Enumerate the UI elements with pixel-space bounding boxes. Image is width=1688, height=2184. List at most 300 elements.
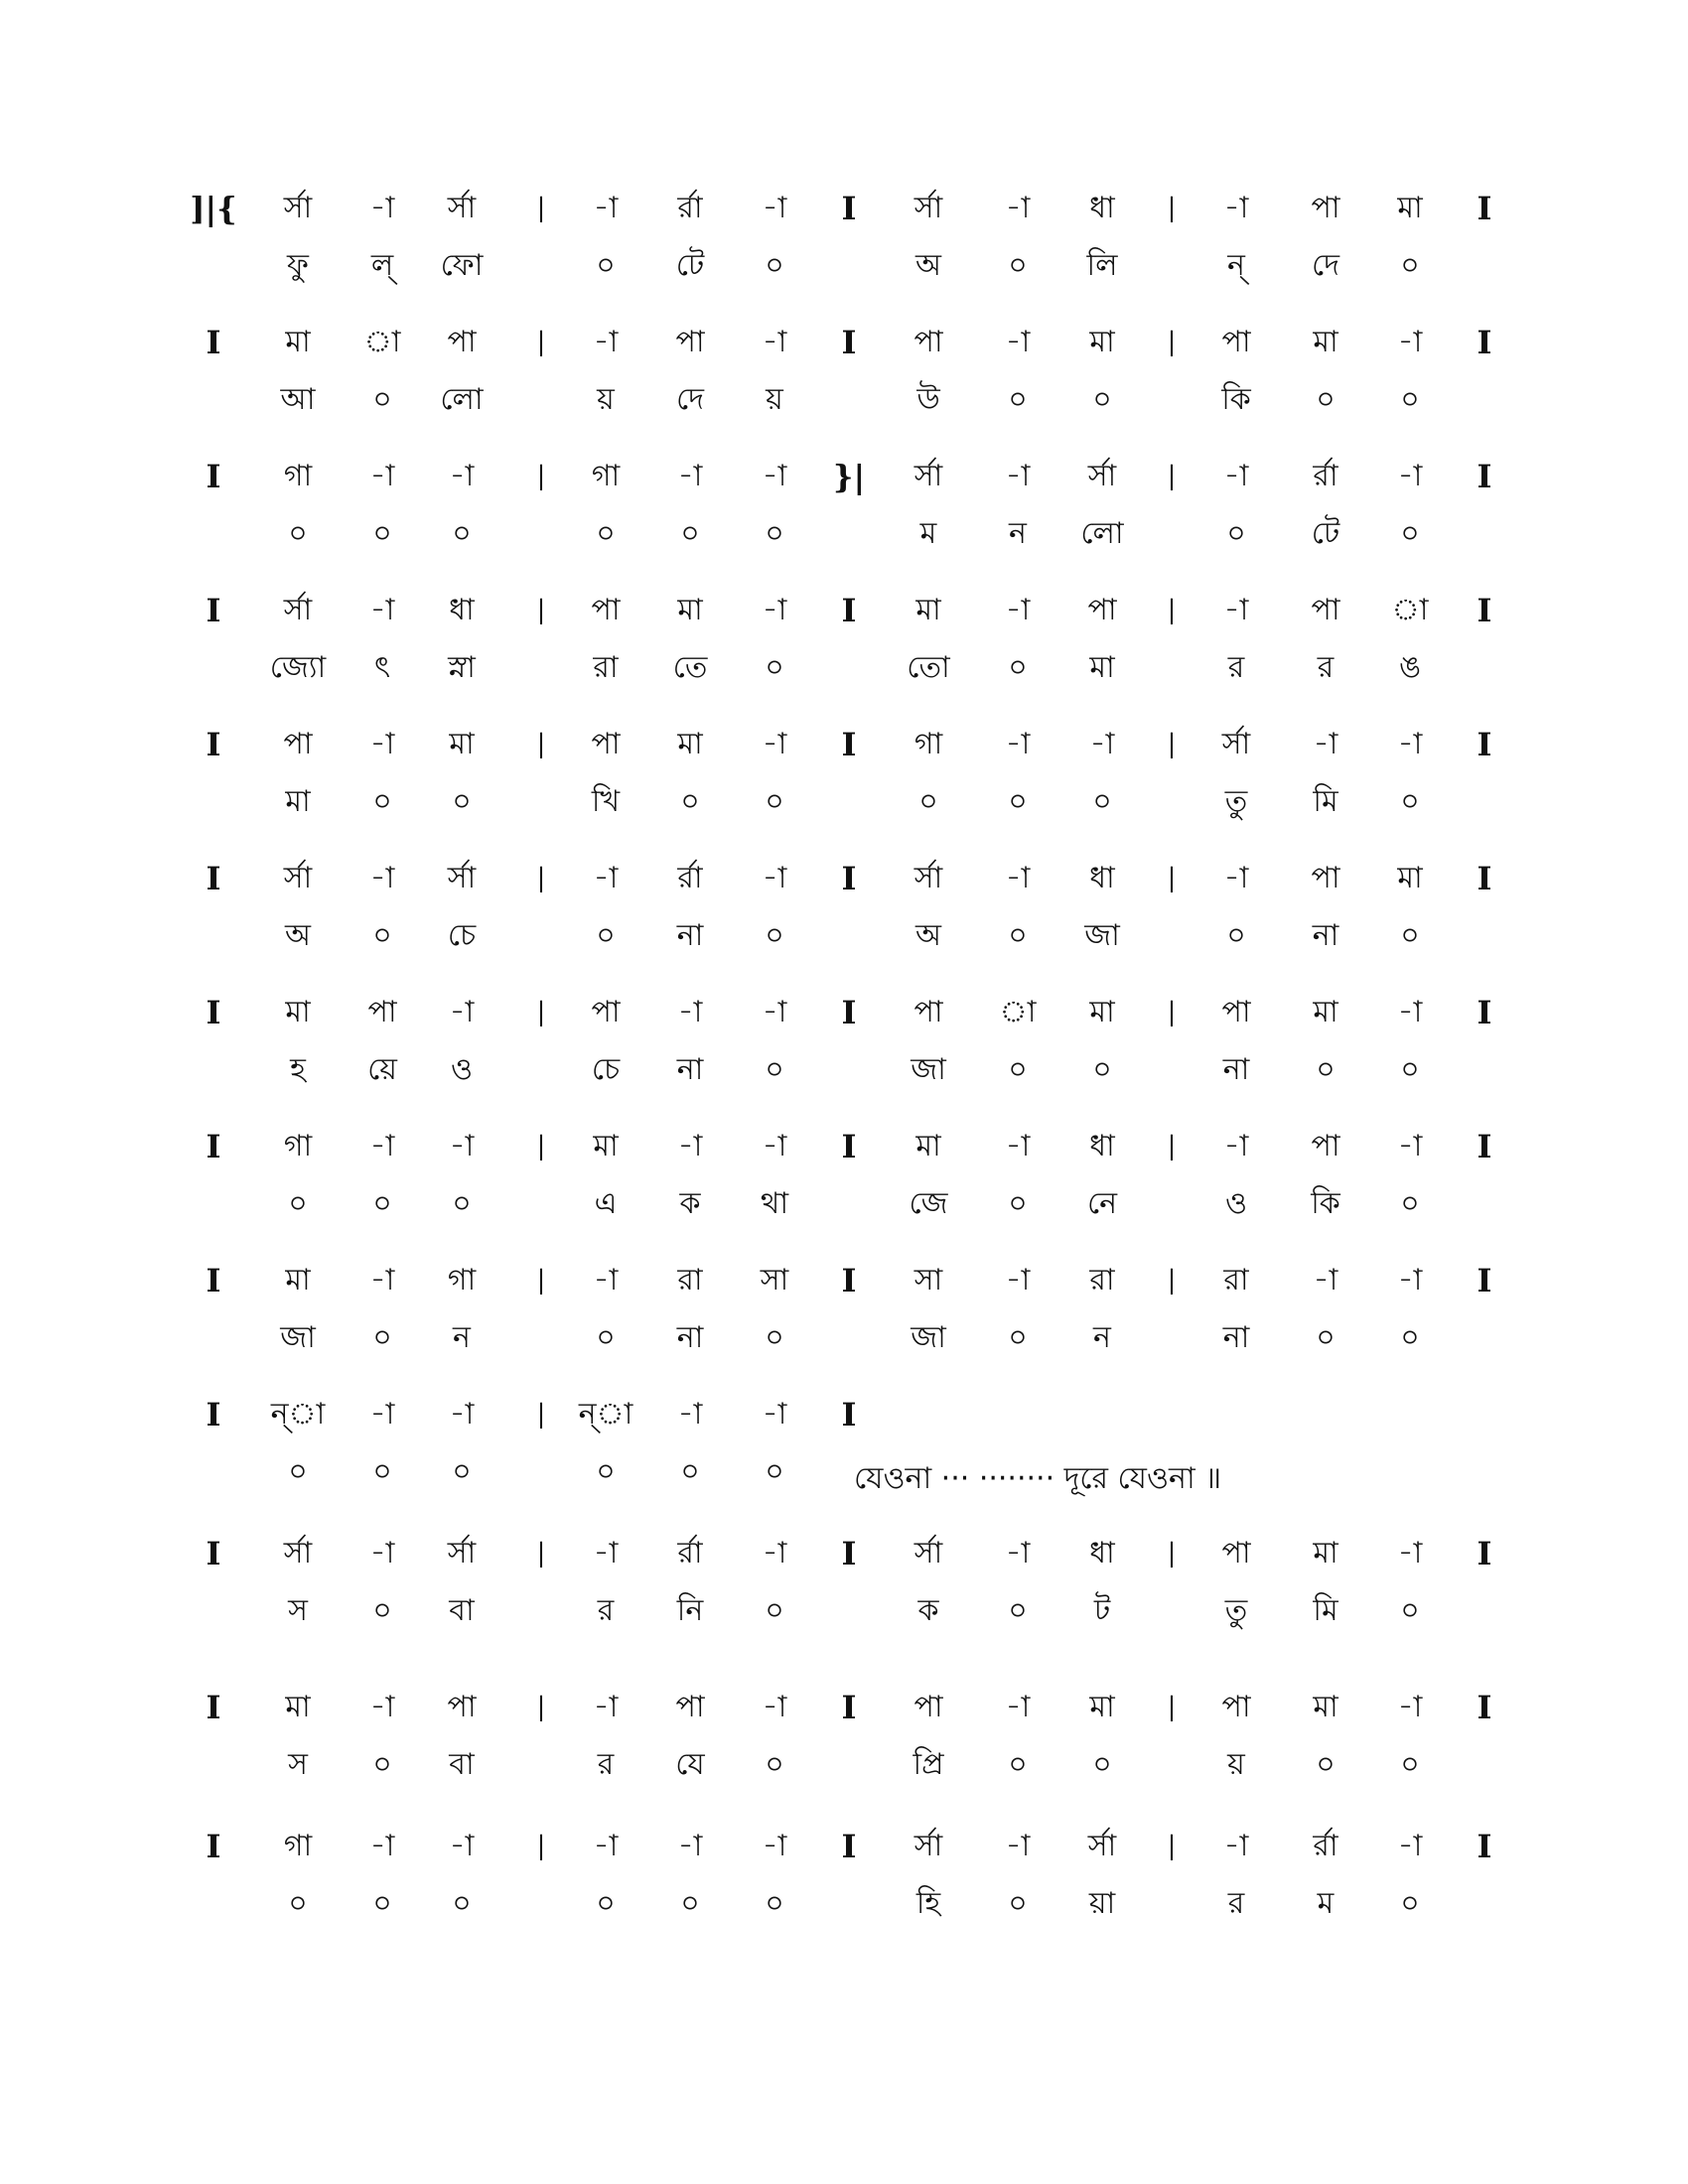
swara-note: মা (285, 1690, 311, 1724)
lyric-syllable: হ (290, 1052, 306, 1087)
swara-note: মা (1089, 995, 1115, 1029)
lyric-syllable: ম (1317, 1886, 1335, 1921)
notation-row (0, 189, 1688, 308)
notation-row (0, 323, 1688, 442)
section-end-marker: I (1477, 1535, 1492, 1572)
lyric-syllable: ০ (372, 1186, 392, 1221)
swara-note: পা (675, 325, 705, 359)
swara-note: -া (1005, 325, 1031, 359)
beat-divider: | (536, 596, 546, 625)
lyric-syllable: যে (675, 1747, 705, 1782)
swara-note: -া (369, 1690, 395, 1724)
lyric-syllable: না (1222, 1320, 1250, 1355)
swara-note: ধা (1089, 191, 1115, 225)
swara-note: -া (593, 1263, 619, 1297)
lyric-syllable: জা (911, 1320, 946, 1355)
swara-note: -া (369, 1263, 395, 1297)
lyric-syllable: ০ (680, 784, 700, 819)
swara-note: মা (677, 593, 703, 627)
swara-note: -া (593, 861, 619, 895)
swara-note: মা (449, 727, 475, 761)
swara-note: গা (447, 1263, 477, 1297)
swara-note: সা (760, 1263, 789, 1297)
lyric-syllable: ০ (1008, 1186, 1028, 1221)
lyric-syllable: ০ (288, 1454, 308, 1489)
section-start-marker: I (206, 324, 221, 361)
swara-note: র্সা (447, 191, 477, 225)
swara-note: মা (1313, 1690, 1338, 1724)
swara-note: পা (1221, 1690, 1251, 1724)
swara-note: -া (1397, 1263, 1423, 1297)
lyric-syllable: ০ (372, 1320, 392, 1355)
swara-note: -া (677, 1129, 703, 1163)
swara-note: পা (591, 727, 621, 761)
lyric-syllable: ০ (765, 248, 784, 283)
lyric-syllable: ০ (1092, 784, 1112, 819)
swara-note: -া (369, 593, 395, 627)
notation-row (0, 725, 1688, 844)
notation-row (0, 457, 1688, 576)
lyric-syllable: ও (1224, 1186, 1248, 1221)
lyric-syllable: ন (453, 1320, 471, 1355)
beat-divider: | (536, 462, 546, 491)
swara-note: র্সা (914, 191, 943, 225)
swara-note: পা (283, 727, 313, 761)
section-end-marker: I (1477, 1128, 1492, 1165)
swara-note: -া (1005, 861, 1031, 895)
swara-note: -া (1223, 459, 1249, 493)
lyric-syllable: ০ (765, 1454, 784, 1489)
lyric-syllable: ন্ (1227, 248, 1245, 283)
lyric-syllable: জ্যো (269, 650, 327, 685)
swara-note: ধা (449, 593, 475, 627)
lyric-syllable: ০ (1400, 1186, 1420, 1221)
beat-divider: | (536, 1132, 546, 1161)
section-divider: I (841, 1535, 857, 1572)
lyric-syllable: রা (593, 650, 619, 685)
swara-note: রা (1089, 1263, 1115, 1297)
lyric-syllable: ০ (680, 1886, 700, 1921)
lyric-syllable: ০ (1316, 1747, 1336, 1782)
lyric-syllable: লো (440, 382, 484, 417)
lyric-syllable: ০ (372, 1886, 392, 1921)
swara-note: মা (1397, 191, 1423, 225)
lyric-syllable: ০ (1316, 1052, 1336, 1087)
beat-divider: | (536, 1539, 546, 1569)
lyric-syllable: ০ (1008, 1320, 1028, 1355)
swara-note: গা (283, 459, 313, 493)
lyric-syllable: ০ (1400, 248, 1420, 283)
section-start-marker: I (206, 1535, 221, 1572)
swara-note: -া (1223, 1829, 1249, 1863)
beat-divider: | (1167, 462, 1177, 491)
lyric-syllable: ০ (372, 1593, 392, 1628)
section-start-marker: I (206, 1689, 221, 1726)
swara-note: ন্া (578, 1397, 633, 1432)
lyric-syllable: ০ (765, 1593, 784, 1628)
beat-divider: | (1167, 1693, 1177, 1722)
swara-note: মা (285, 995, 311, 1029)
section-start-marker: I (206, 592, 221, 629)
swara-note: -া (369, 459, 395, 493)
lyric-syllable: ০ (765, 1886, 784, 1921)
lyric-syllable: ০ (452, 1454, 472, 1489)
beat-divider: | (1167, 1266, 1177, 1296)
lyric-syllable: তু (1224, 1593, 1248, 1628)
swara-note: রা (677, 1263, 703, 1297)
lyric-syllable: মা (1089, 650, 1115, 685)
lyric-syllable: ০ (1226, 918, 1246, 953)
beat-divider: | (536, 1832, 546, 1861)
beat-divider: | (1167, 194, 1177, 223)
notation-row (0, 1688, 1688, 1807)
section-end-marker: I (1477, 1262, 1492, 1299)
lyric-syllable: ০ (596, 1886, 616, 1921)
section-end-marker: I (1477, 994, 1492, 1031)
lyric-syllable: ০ (452, 784, 472, 819)
swara-note: মা (1313, 325, 1338, 359)
swara-note: -া (1397, 1536, 1423, 1570)
lyric-syllable: ০ (1316, 1320, 1336, 1355)
beat-divider: | (1167, 1539, 1177, 1569)
swara-note: -া (1397, 995, 1423, 1029)
swara-note: -া (677, 459, 703, 493)
lyric-syllable: থা (760, 1186, 789, 1221)
swara-note: মা (915, 1129, 941, 1163)
lyric-syllable: ০ (1400, 516, 1420, 551)
swara-note: ন্া (270, 1397, 326, 1432)
lyric-syllable: র (1317, 650, 1335, 685)
swara-note: -া (593, 191, 619, 225)
lyric-syllable: ০ (1008, 918, 1028, 953)
swara-note: র্সা (283, 1536, 313, 1570)
lyric-syllable: স (288, 1747, 308, 1782)
swara-note: -া (449, 459, 475, 493)
swara-note: র্সা (1087, 459, 1117, 493)
lyric-syllable: ০ (1226, 516, 1246, 551)
swara-note: -া (1397, 325, 1423, 359)
section-divider: I (841, 726, 857, 763)
lyric-syllable: ০ (596, 1320, 616, 1355)
swara-note: -া (1005, 1263, 1031, 1297)
section-start-marker: I (206, 726, 221, 763)
swara-note: -া (762, 1536, 787, 1570)
swara-note: পা (1221, 995, 1251, 1029)
lyric-syllable: ক (679, 1186, 701, 1221)
beat-divider: | (1167, 1132, 1177, 1161)
swara-note: -া (449, 1829, 475, 1863)
swara-note: -া (762, 995, 787, 1029)
lyric-syllable: তে (672, 650, 708, 685)
swara-note: র্সা (447, 1536, 477, 1570)
lyric-syllable: ন (1093, 1320, 1111, 1355)
swara-note: -া (1005, 191, 1031, 225)
swara-note: র্রা (1313, 1829, 1338, 1863)
swara-note: -া (1005, 1536, 1031, 1570)
lyric-syllable: ০ (1400, 1593, 1420, 1628)
swara-note: -া (1005, 727, 1031, 761)
section-divider: I (841, 1128, 857, 1165)
beat-divider: | (1167, 730, 1177, 759)
swara-note: -া (369, 1397, 395, 1432)
swara-note: গা (283, 1829, 313, 1863)
swara-note: গা (914, 727, 943, 761)
swara-note: পা (1311, 191, 1340, 225)
lyric-syllable: মা (285, 784, 311, 819)
swara-note: মা (1089, 1690, 1115, 1724)
swara-note: পা (367, 995, 397, 1029)
swara-note: -া (762, 861, 787, 895)
section-divider: I (841, 1262, 857, 1299)
lyric-syllable: দে (1312, 248, 1339, 283)
lyric-syllable: র (1227, 1886, 1245, 1921)
lyric-syllable: ০ (765, 1320, 784, 1355)
lyric-syllable: জা (1084, 918, 1120, 953)
lyric-syllable: ০ (372, 918, 392, 953)
lyric-syllable: ০ (680, 1454, 700, 1489)
swara-note: -া (369, 1829, 395, 1863)
lyric-syllable: ০ (1008, 1747, 1028, 1782)
refrain-line: যেওনা ··· ········ দূরে যেওনা ॥ (854, 1461, 1222, 1496)
swara-note: মা (1397, 861, 1423, 895)
swara-note: মা (1089, 325, 1115, 359)
lyric-syllable: লো (1080, 516, 1124, 551)
notation-row (0, 859, 1688, 978)
section-start-marker: I (206, 1828, 221, 1865)
section-end-marker: I (841, 1396, 857, 1433)
swara-note: -া (369, 861, 395, 895)
swara-note: পা (447, 325, 477, 359)
lyric-syllable: ০ (372, 516, 392, 551)
swara-note: -া (1005, 459, 1031, 493)
section-start-marker: I (206, 1396, 221, 1433)
section-start-marker: I (206, 1128, 221, 1165)
lyric-syllable: ০ (1400, 1886, 1420, 1921)
lyric-syllable: ল্ (370, 248, 394, 283)
swara-note: -া (677, 1829, 703, 1863)
swara-note: -া (1397, 727, 1423, 761)
swara-note: -া (762, 1829, 787, 1863)
lyric-syllable: র (597, 1593, 615, 1628)
lyric-syllable: ঙ (1398, 650, 1422, 685)
swara-note: -া (593, 1536, 619, 1570)
lyric-syllable: য়া (1088, 1886, 1116, 1921)
swara-note: মা (915, 593, 941, 627)
notation-row (0, 1261, 1688, 1380)
lyric-syllable: ক (917, 1593, 939, 1628)
swara-note: রা (1223, 1263, 1249, 1297)
notation-row (0, 591, 1688, 710)
lyric-syllable: ০ (1008, 382, 1028, 417)
lyric-syllable: ০ (452, 1186, 472, 1221)
lyric-syllable: ৎ (373, 650, 391, 685)
beat-divider: | (1167, 328, 1177, 357)
lyric-syllable: ০ (372, 784, 392, 819)
lyric-syllable: ০ (1008, 784, 1028, 819)
lyric-syllable: ০ (1400, 1320, 1420, 1355)
swara-note: -া (1223, 191, 1249, 225)
lyric-syllable: ০ (680, 516, 700, 551)
lyric-syllable: য় (766, 382, 783, 417)
beat-divider: | (536, 1400, 546, 1430)
swara-note: -া (1397, 459, 1423, 493)
swara-note: -া (1005, 1129, 1031, 1163)
lyric-syllable: ০ (1400, 918, 1420, 953)
section-end-marker: I (1477, 860, 1492, 897)
swara-note: -া (1005, 1690, 1031, 1724)
lyric-syllable: তো (907, 650, 950, 685)
swara-note: পা (1087, 593, 1117, 627)
lyric-syllable: ০ (452, 1886, 472, 1921)
swara-note: া (363, 325, 401, 359)
swara-note: পা (1311, 861, 1340, 895)
beat-divider: | (536, 328, 546, 357)
lyric-syllable: ০ (288, 1886, 308, 1921)
swara-note: -া (1223, 1129, 1249, 1163)
swara-note: র্রা (1313, 459, 1338, 493)
lyric-syllable: কি (1221, 382, 1251, 417)
swara-note: -া (762, 459, 787, 493)
swara-note: পা (591, 593, 621, 627)
lyric-syllable: ০ (1400, 382, 1420, 417)
swara-note: মা (285, 325, 311, 359)
swara-note: র্সা (914, 861, 943, 895)
section-start-marker: I (206, 1262, 221, 1299)
lyric-syllable: য় (1227, 1747, 1245, 1782)
lyric-syllable: চে (591, 1052, 621, 1087)
section-divider: I (841, 592, 857, 629)
swara-note: -া (369, 1536, 395, 1570)
swara-note: ধা (1089, 1129, 1115, 1163)
lyric-syllable: ম (919, 516, 937, 551)
swara-note: -া (449, 1397, 475, 1432)
swara-note: পা (447, 1690, 477, 1724)
lyric-syllable: জে (909, 1186, 948, 1221)
swara-note: পা (591, 995, 621, 1029)
swara-note: -া (677, 1397, 703, 1432)
lyric-syllable: আ (280, 382, 316, 417)
lyric-syllable: ০ (1092, 1747, 1112, 1782)
lyric-syllable: না (676, 918, 704, 953)
swara-note: মা (1313, 995, 1338, 1029)
swara-note: -া (1005, 1829, 1031, 1863)
swara-note: পা (914, 995, 943, 1029)
swara-note: -া (762, 727, 787, 761)
lyric-syllable: ০ (1008, 1886, 1028, 1921)
lyric-syllable: মি (1313, 1593, 1338, 1628)
swara-note: মা (677, 727, 703, 761)
lyric-syllable: ০ (372, 1747, 392, 1782)
lyric-syllable: ও (450, 1052, 474, 1087)
section-end-marker: I (1477, 324, 1492, 361)
swara-note: -া (1313, 727, 1338, 761)
swara-note: র্সা (447, 861, 477, 895)
section-divider: I (841, 190, 857, 227)
swara-note: র্রা (677, 861, 703, 895)
lyric-syllable: ০ (596, 248, 616, 283)
lyric-syllable: ফু (287, 248, 309, 283)
swara-note: -া (762, 325, 787, 359)
repeat-close-marker: }| (832, 458, 866, 495)
section-end-marker: I (1477, 190, 1492, 227)
lyric-syllable: ০ (918, 784, 938, 819)
swara-note: র্রা (677, 191, 703, 225)
lyric-syllable: না (676, 1320, 704, 1355)
lyric-syllable: ০ (1400, 1747, 1420, 1782)
section-start-marker: I (206, 994, 221, 1031)
lyric-syllable: খি (591, 784, 621, 819)
lyric-syllable: হি (915, 1886, 941, 1921)
lyric-syllable: না (1222, 1052, 1250, 1087)
swara-note: -া (593, 1690, 619, 1724)
swara-note: ধা (1089, 861, 1115, 895)
lyric-syllable: স (288, 1593, 308, 1628)
swara-note: পা (1311, 593, 1340, 627)
section-end-marker: I (1477, 726, 1492, 763)
swara-note: -া (677, 995, 703, 1029)
lyric-syllable: ফো (440, 248, 484, 283)
lyric-syllable: ০ (765, 918, 784, 953)
lyric-syllable: টে (675, 248, 705, 283)
swara-note: র্সা (1087, 1829, 1117, 1863)
section-divider: I (841, 324, 857, 361)
lyric-syllable: তু (1224, 784, 1248, 819)
lyric-syllable: ট (1093, 1593, 1111, 1628)
beat-divider: | (536, 998, 546, 1027)
beat-divider: | (1167, 596, 1177, 625)
swara-note: পা (914, 1690, 943, 1724)
lyric-syllable: ০ (288, 1186, 308, 1221)
lyric-syllable: ০ (596, 918, 616, 953)
beat-divider: | (536, 730, 546, 759)
lyric-syllable: ০ (765, 1052, 784, 1087)
lyric-syllable: ০ (1092, 382, 1112, 417)
lyric-syllable: ০ (1008, 650, 1028, 685)
swara-note: -া (449, 1129, 475, 1163)
notation-row (0, 1827, 1688, 1946)
lyric-syllable: ০ (452, 516, 472, 551)
lyric-syllable: ০ (1008, 248, 1028, 283)
lyric-syllable: ০ (1400, 784, 1420, 819)
notation-row (0, 993, 1688, 1112)
swara-note: -া (762, 1690, 787, 1724)
lyric-syllable: র (1227, 650, 1245, 685)
section-divider: I (841, 860, 857, 897)
lyric-syllable: ন (1009, 516, 1027, 551)
swara-note: মা (1313, 1536, 1338, 1570)
lyric-syllable: স্না (448, 650, 476, 685)
swara-note: -া (1089, 727, 1115, 761)
swara-note: -া (369, 1129, 395, 1163)
section-end-marker: I (1477, 592, 1492, 629)
lyric-syllable: ০ (288, 516, 308, 551)
swara-note: -া (369, 191, 395, 225)
lyric-syllable: য়ে (367, 1052, 397, 1087)
swara-note: -া (762, 1129, 787, 1163)
swara-note: -া (593, 1829, 619, 1863)
lyric-syllable: না (1312, 918, 1339, 953)
swara-note: গা (283, 1129, 313, 1163)
lyric-syllable: ০ (596, 516, 616, 551)
swara-note: -া (1223, 593, 1249, 627)
lyric-syllable: ০ (1400, 1052, 1420, 1087)
lyric-syllable: টে (1311, 516, 1340, 551)
beat-divider: | (536, 1693, 546, 1722)
swara-note: র্রা (677, 1536, 703, 1570)
swara-note: র্সা (1221, 727, 1251, 761)
lyric-syllable: কি (1311, 1186, 1340, 1221)
swara-note: -া (762, 593, 787, 627)
